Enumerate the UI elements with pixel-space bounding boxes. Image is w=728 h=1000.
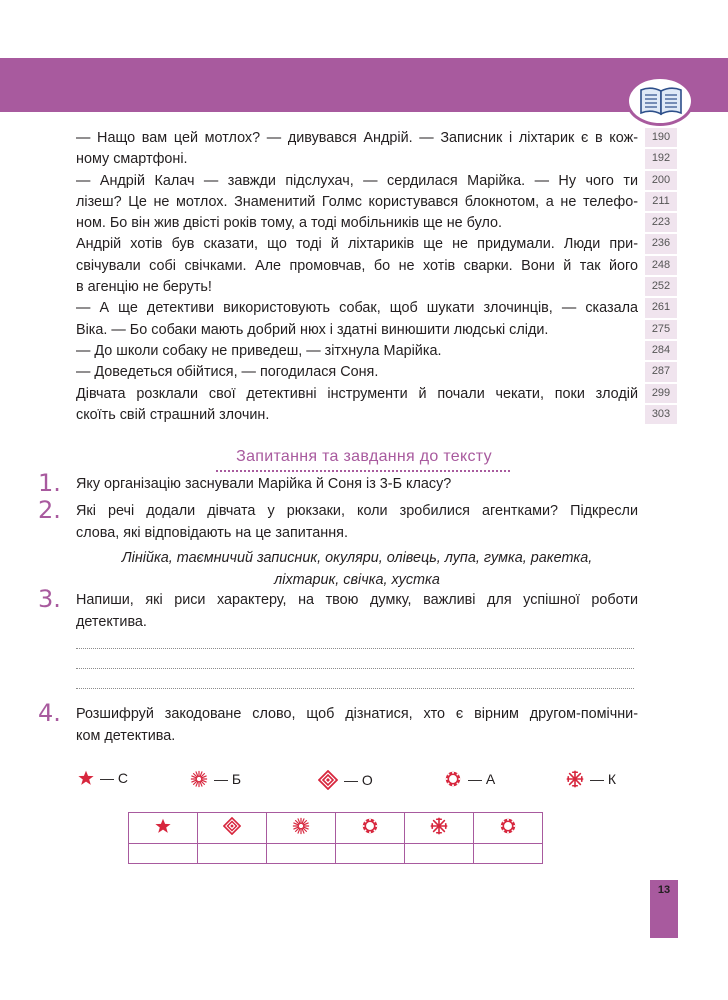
reading-line: — До школи собаку не приведеш, — зітхнула Марійка. [76, 342, 442, 359]
question-1-text [76, 474, 638, 496]
reading-line: — Нащо вам цей мотлох? — дивувався Андрій. — Записник і ліхтарик є в кож- [76, 130, 638, 146]
question-3-text [76, 590, 638, 633]
reading-line: скоїть свій страшний злочин. [76, 406, 270, 423]
word-count: 303 [645, 405, 677, 424]
legend-label-a: — А [468, 771, 496, 787]
reading-line: ном. Бо він жив двісті років тому, а тоді мобільників ще не було. [76, 215, 503, 232]
reading-line: Андрій хотів був сказати, що тоді й ліхтариків ще не придумали. Люди при- [76, 236, 638, 253]
snowflake-icon [566, 770, 584, 788]
cipher-cell-4 [336, 813, 405, 844]
cipher-symbol-row [129, 813, 543, 844]
answer-cell-4[interactable] [336, 844, 405, 864]
title-underline [216, 470, 510, 473]
reading-badge [626, 76, 694, 126]
answer-line-2[interactable] [76, 668, 634, 669]
cipher-cell-3 [267, 813, 336, 844]
word-count: 252 [645, 277, 677, 296]
reading-line: лізеш? Це не мотлох. Знаменитий Голмс користувався блокнотом, а не телефо- [76, 193, 638, 210]
word-list-line-1: Лінійка, таємничий записник, окуляри, олівець, лупа, гумка, ракетка, [121, 550, 593, 566]
word-count: 275 [645, 320, 677, 339]
star-icon [155, 818, 171, 834]
question-2-number: 2. [38, 496, 61, 524]
legend-item-k [566, 770, 616, 788]
answer-cell-2[interactable] [198, 844, 267, 864]
cipher-answer-row [129, 844, 543, 864]
reading-line: свічували собі свічками. Але промовчав, бо не хотів сварки. Вони й так його [76, 257, 638, 274]
reading-line: — Доведеться обійтися, — погодилася Соня. [76, 364, 379, 381]
reading-text [76, 128, 638, 426]
word-count: 284 [645, 341, 677, 360]
cipher-cell-5 [405, 813, 474, 844]
question-4-number: 4. [38, 699, 61, 727]
legend-label-k: — К [590, 771, 617, 787]
reading-line: — А ще детективи використовують собак, щоб шукати злочинців, — сказала [76, 300, 638, 317]
snowflake-icon [430, 817, 448, 835]
cipher-cell-1 [129, 813, 198, 844]
reading-line: в агенцію не беруть! [76, 279, 212, 296]
cipher-cell-2 [198, 813, 267, 844]
star-icon [78, 770, 94, 786]
question-3-line-2: детектива. [76, 613, 147, 630]
question-4-line-2: ком детектива. [76, 727, 176, 744]
reading-line: Дівчата розклали свої детективні інструменти й почали чекати, поки злодій [76, 385, 638, 402]
cipher-table [128, 812, 543, 864]
question-2-text [76, 501, 638, 544]
sunburst-icon [292, 817, 310, 835]
question-3-number: 3. [38, 585, 61, 613]
word-count: 287 [645, 362, 677, 381]
word-count: 200 [645, 171, 677, 190]
word-count: 192 [645, 149, 677, 168]
gear-ring-icon [444, 770, 462, 788]
answer-line-3[interactable] [76, 688, 634, 689]
word-count: 248 [645, 256, 677, 275]
open-book-icon [638, 86, 684, 116]
word-count: 190 [645, 128, 677, 147]
page-number: 13 [657, 884, 671, 896]
cipher-cell-6 [474, 813, 543, 844]
answer-cell-1[interactable] [129, 844, 198, 864]
legend-item-b [190, 770, 241, 788]
reading-line: Віка. — Бо собаки мають добрий нюх і здатні винюшити людські сліди. [76, 321, 549, 338]
answer-cell-6[interactable] [474, 844, 543, 864]
word-choice-list [76, 548, 638, 591]
word-count: 261 [645, 298, 677, 317]
diamond-icon [223, 817, 241, 835]
gear-ring-icon [499, 817, 517, 835]
legend-label-o: — О [344, 772, 373, 788]
answer-line-1[interactable] [76, 648, 634, 649]
legend-label-b: — Б [214, 771, 242, 787]
legend-item-a [444, 770, 495, 788]
gear-ring-icon [361, 817, 379, 835]
word-count: 299 [645, 384, 677, 403]
question-4-line-1: Розшифруй закодоване слово, щоб дізнатися, хто є вірним другом-помічни- [76, 706, 638, 722]
word-count: 211 [645, 192, 677, 211]
legend-item-o [318, 770, 373, 790]
diamond-icon [318, 770, 338, 790]
question-2-line-1: Які речі додали дівчата у рюкзаки, коли зробилися агентками? Підкресли [76, 503, 638, 519]
word-count: 236 [645, 234, 677, 253]
sunburst-icon [190, 770, 208, 788]
word-list-line-2: ліхтарик, свічка, хустка [274, 571, 440, 588]
word-count: 223 [645, 213, 677, 232]
question-1-line: Яку організацію заснували Марійка й Соня із 3-Б класу? [76, 476, 452, 492]
legend-label-s: — С [100, 770, 128, 786]
questions-title: Запитання та завдання до тексту [236, 448, 492, 465]
question-1-number: 1. [38, 469, 61, 497]
reading-line: — Андрій Калач — завжди підслухач, — сердилася Марійка. — Ну чого ти [76, 172, 638, 189]
answer-cell-5[interactable] [405, 844, 474, 864]
cipher-legend [0, 770, 728, 794]
header-band [0, 58, 728, 112]
legend-item-s [78, 770, 128, 786]
question-3-line-1: Напиши, які риси характеру, на твою думку, важливі для успішної роботи [76, 592, 638, 608]
answer-cell-3[interactable] [267, 844, 336, 864]
question-4-text [76, 704, 638, 747]
reading-line: ному смартфоні. [76, 151, 188, 168]
word-count-column [645, 128, 677, 426]
question-2-line-2: слова, які відповідають на це запитання. [76, 524, 348, 541]
